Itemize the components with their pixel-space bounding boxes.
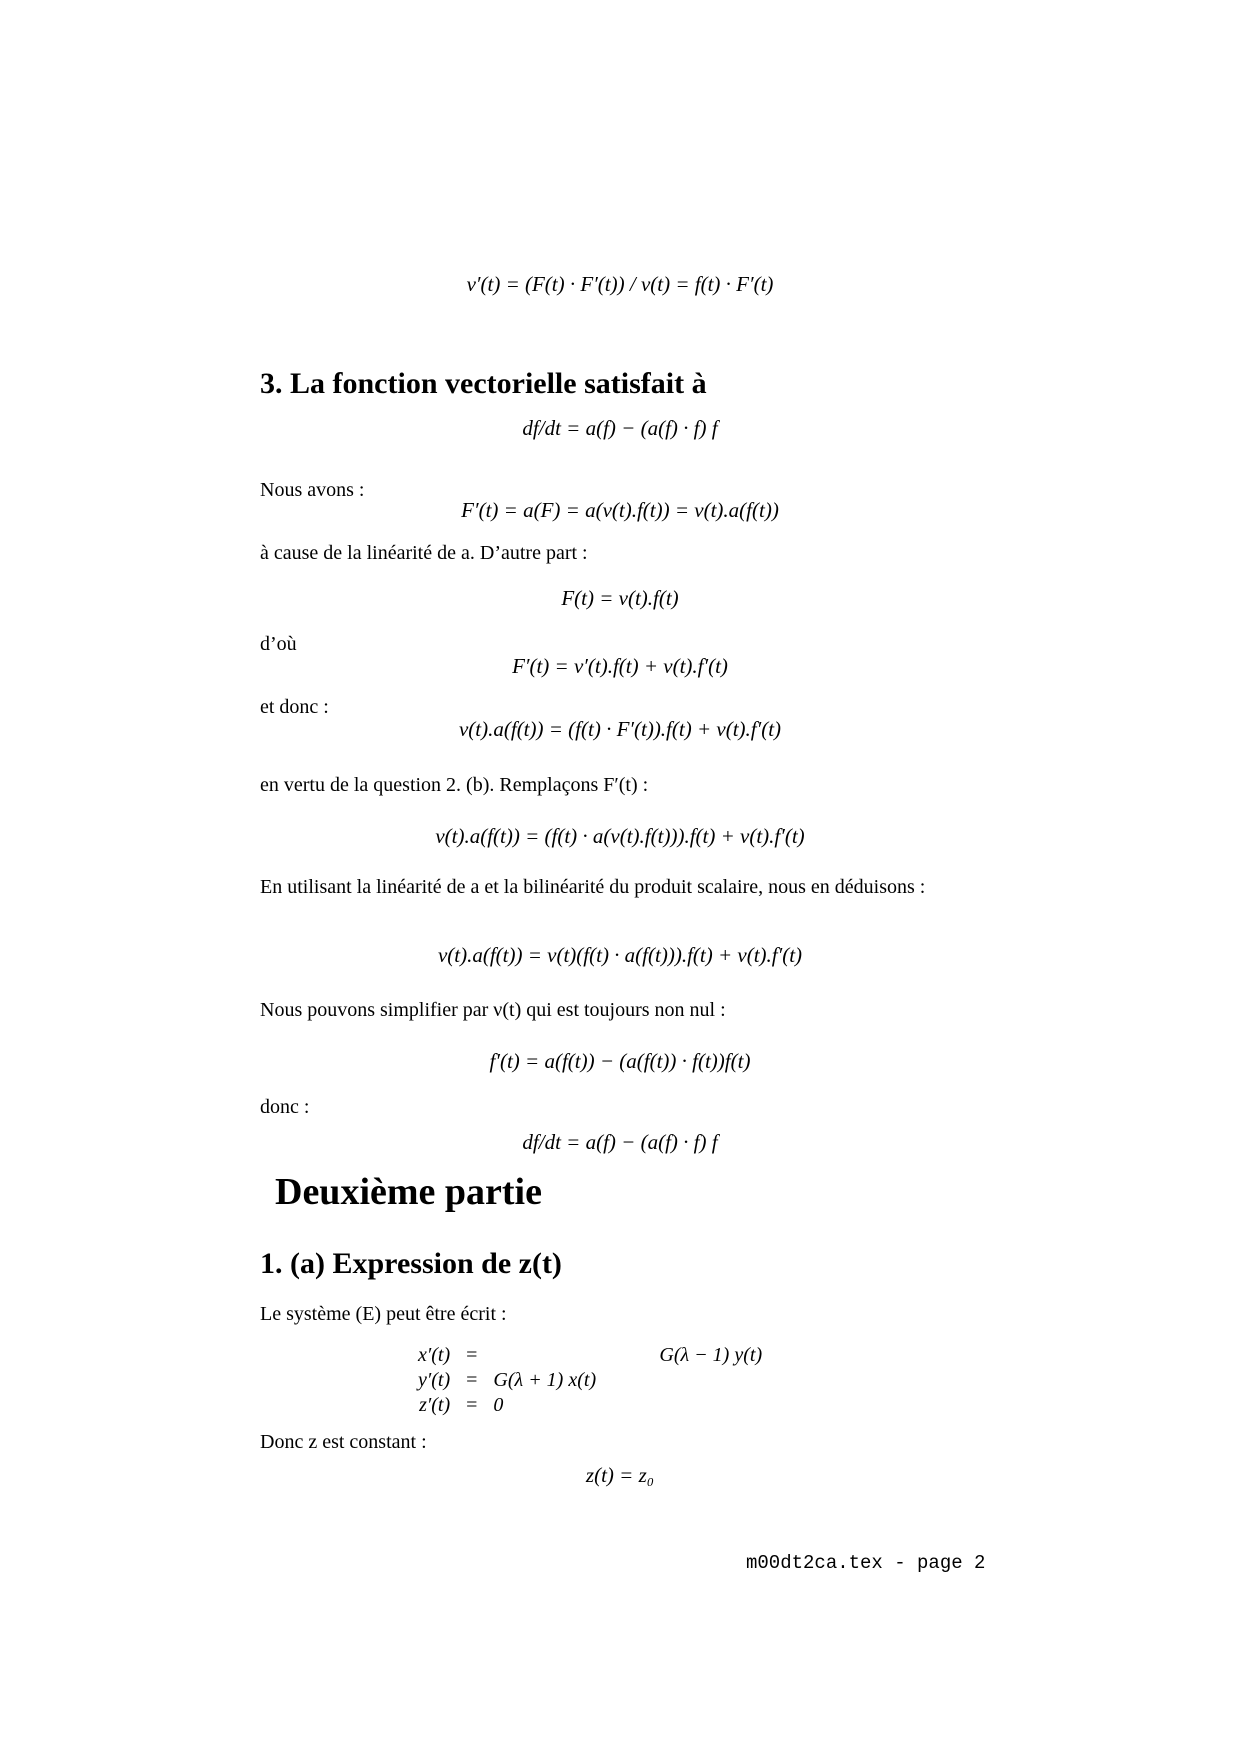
- system-row: [410, 1343, 770, 1368]
- system-lhs: z′(t): [419, 1394, 451, 1416]
- equation-step3: [0, 941, 1240, 969]
- system-rhs: G(λ − 1) y(t): [659, 1344, 763, 1366]
- system-row: [410, 1368, 770, 1393]
- paragraph-donc-z: Donc z est constant :: [260, 1431, 427, 1453]
- paragraph-et-donc: et donc :: [260, 696, 329, 718]
- paragraph-linearite: à cause de la linéarité de a. D’autre part :: [260, 542, 588, 564]
- eq-text: ν(t).a(f(t)) = (f(t) · F′(t)).f(t) + ν(t).f′(t): [458, 717, 782, 741]
- eq-text: f′(t) = a(f(t)) − (a(f(t)) · f(t))f(t): [489, 1049, 751, 1073]
- eq-text: ν′(t) = (F(t) · F′(t)) / ν(t) = f(t) · F′(t): [466, 272, 774, 296]
- system-eq: =: [466, 1369, 478, 1391]
- system-rhs: [651, 1368, 770, 1393]
- equation-z-const: [0, 1461, 1240, 1489]
- paragraph-systeme: Le système (E) peut être écrit :: [260, 1303, 507, 1325]
- paragraph-nous-avons: Nous avons :: [260, 479, 365, 501]
- equation-step2: [0, 822, 1240, 850]
- eq-text: z(t) = z₀: [585, 1463, 655, 1487]
- eq-text: ν(t).a(f(t)) = ν(t)(f(t) · a(f(t))).f(t) + ν(t).f′(t): [437, 943, 803, 967]
- system-mid: 0: [493, 1394, 504, 1416]
- paragraph-en-utilisant: En utilisant la linéarité de a et la bilinéarité du produit scalaire, nous en déduisons :: [260, 876, 926, 898]
- paragraph-dou: d’où: [260, 633, 297, 655]
- part-heading: Deuxième partie: [275, 1171, 542, 1213]
- system-lhs: y′(t): [418, 1369, 451, 1391]
- equation-nu-prime: [0, 270, 1240, 298]
- equation-F-prime: [0, 496, 1240, 524]
- system-rhs: [651, 1393, 770, 1418]
- eq-text: ν(t).a(f(t)) = (f(t) · a(ν(t).f(t))).f(t) + ν(t).f′(t): [435, 824, 805, 848]
- system-mid: [485, 1343, 651, 1368]
- system-mid: G(λ + 1) x(t): [493, 1369, 597, 1391]
- equation-ode-final: [0, 1128, 1240, 1156]
- equation-system: [410, 1343, 770, 1418]
- system-eq: =: [466, 1344, 478, 1366]
- system-lhs: x′(t): [418, 1344, 451, 1366]
- system-eq: =: [466, 1394, 478, 1416]
- eq-text: F′(t) = a(F) = a(ν(t).f(t)) = ν(t).a(f(t)): [461, 498, 779, 522]
- eq-text: df/dt = a(f) − (a(f) · f) f: [522, 416, 718, 440]
- system-row: [410, 1393, 770, 1418]
- equation-F-prime-deriv: [0, 652, 1240, 680]
- paragraph-simplifier: Nous pouvons simplifier par ν(t) qui est toujours non nul :: [260, 999, 726, 1021]
- equation-simplified: [0, 1047, 1240, 1075]
- paragraph-en-vertu: en vertu de la question 2. (b). Remplaçons F′(t) :: [260, 774, 649, 796]
- equation-ode: [0, 414, 1240, 442]
- section-heading-1a: 1. (a) Expression de z(t): [260, 1247, 562, 1280]
- equation-step1: [0, 715, 1240, 743]
- equation-F-def: [0, 584, 1240, 612]
- eq-text: df/dt = a(f) − (a(f) · f) f: [522, 1130, 718, 1154]
- eq-text: F(t) = ν(t).f(t): [561, 586, 679, 610]
- section-heading-3: 3. La fonction vectorielle satisfait à: [260, 367, 707, 400]
- page-footer: m00dt2ca.tex - page 2: [746, 1552, 986, 1574]
- eq-text: F′(t) = ν′(t).f(t) + ν(t).f′(t): [512, 654, 728, 678]
- paragraph-donc: donc :: [260, 1096, 310, 1118]
